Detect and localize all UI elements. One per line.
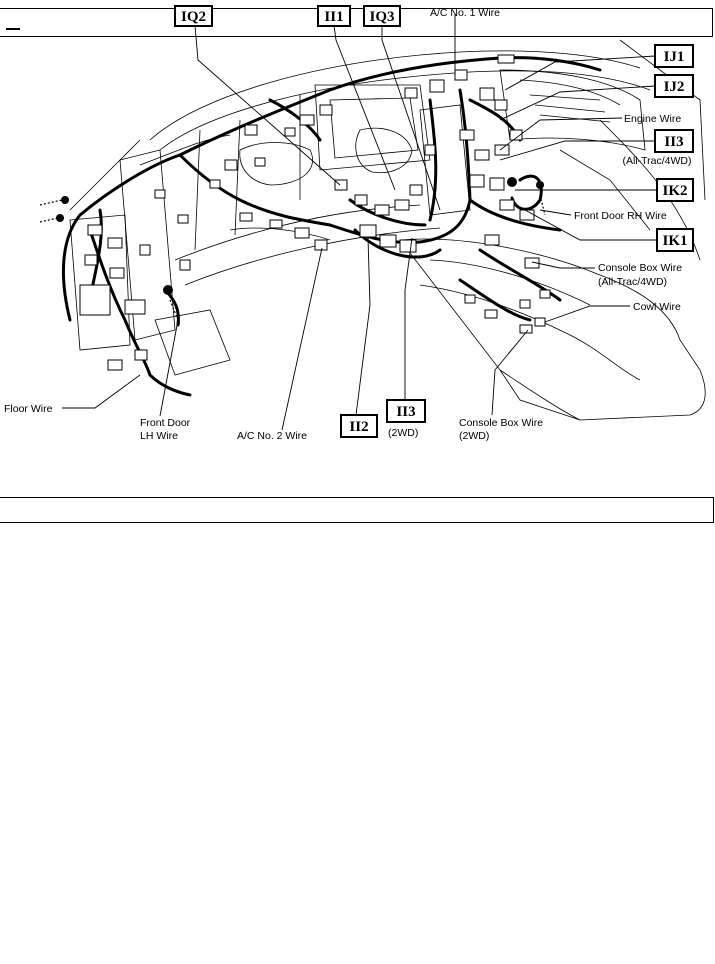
label-console-box-wire-4wd-note: (All-Trac/4WD) — [598, 276, 668, 288]
label-ac-no2-wire: A/C No. 2 Wire — [237, 430, 308, 442]
connector-id-ij2: IJ2 — [663, 79, 685, 95]
label-cowl-wire: Cowl Wire — [633, 301, 681, 313]
connector-id-ii1: II1 — [324, 9, 344, 25]
label-console-box-wire-2wd-note: (2WD) — [459, 430, 490, 442]
wire-dashed-ends — [40, 195, 545, 325]
connector-note-ii3-4wd: (All-Trac/4WD) — [622, 155, 692, 167]
label-front-door-rh-wire: Front Door RH Wire — [574, 210, 667, 222]
connector-blocks — [80, 55, 550, 370]
connector-id-ij1: IJ1 — [663, 49, 685, 65]
wire-labels — [4, 7, 682, 442]
connector-id-ik2: IK2 — [662, 183, 688, 199]
label-front-door-lh-wire: LH Wire — [140, 430, 178, 442]
leader-lines — [62, 14, 657, 430]
label-ac-no1-wire: A/C No. 1 Wire — [430, 7, 501, 19]
label-front-door-lh: Front Door — [140, 417, 191, 429]
label-console-box-wire-4wd: Console Box Wire — [598, 262, 683, 274]
dashboard-outline — [70, 40, 705, 420]
connector-id-iq3: IQ3 — [369, 9, 395, 25]
connector-id-iq2: IQ2 — [180, 9, 207, 25]
connector-id-ii3-2wd: II3 — [396, 404, 416, 420]
connector-boxes — [175, 6, 693, 439]
label-console-box-wire-2wd: Console Box Wire — [459, 417, 544, 429]
connector-note-ii3-2wd: (2WD) — [388, 427, 419, 439]
connector-id-ii2: II2 — [349, 419, 369, 435]
connector-id-ik1: IK1 — [662, 233, 688, 249]
label-floor-wire: Floor Wire — [4, 403, 53, 415]
label-engine-wire: Engine Wire — [624, 113, 682, 125]
connector-id-ii3-4wd: II3 — [664, 134, 684, 150]
